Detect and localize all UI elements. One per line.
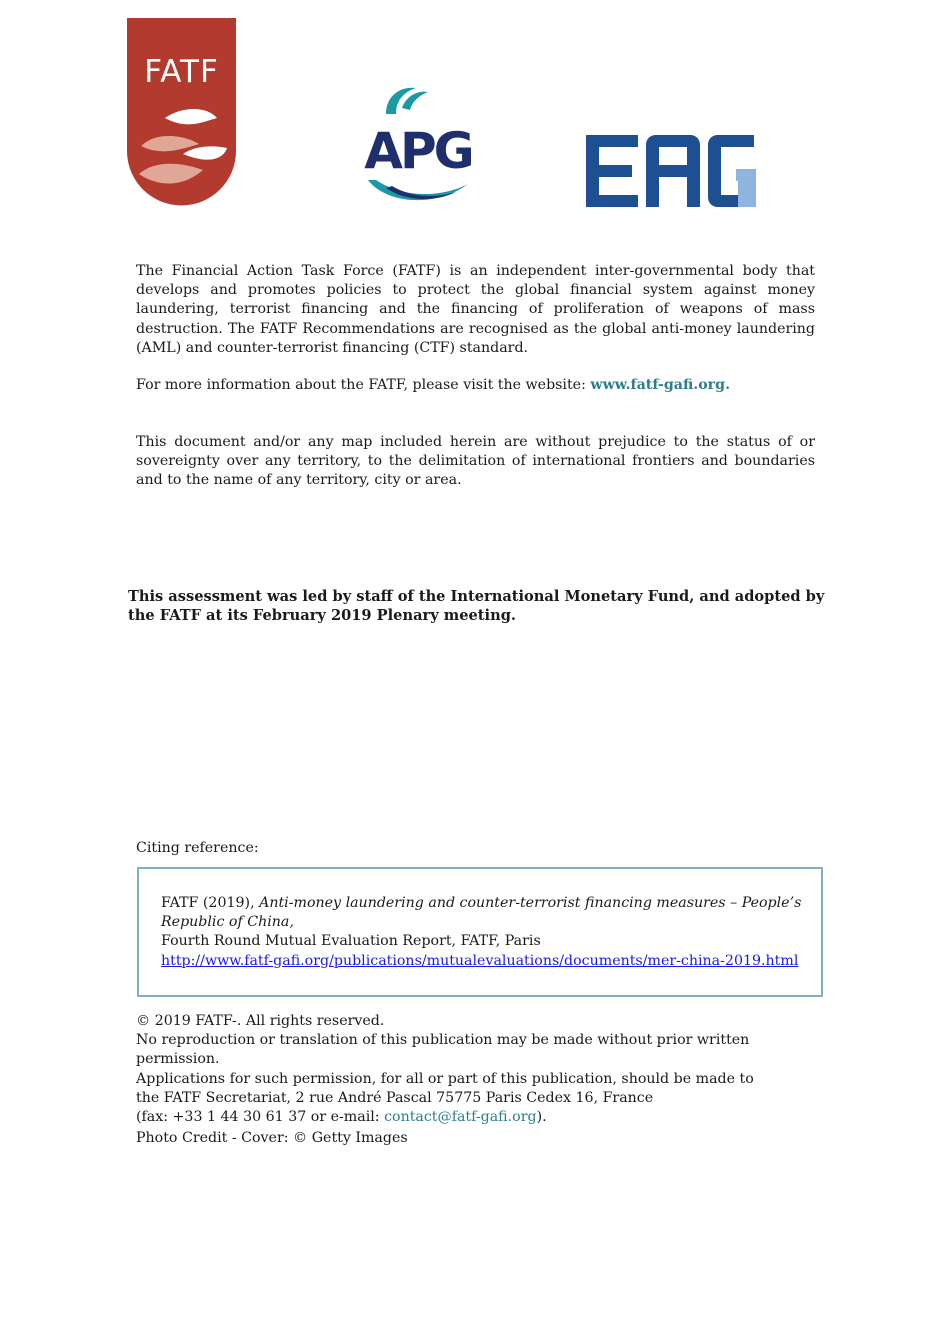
eag-logo	[586, 135, 756, 207]
rights-notice	[136, 1012, 836, 1127]
email-link[interactable]: contact@fatf-gafi.org	[384, 1109, 537, 1126]
website-link[interactable]: www.fatf-gafi.org.	[590, 377, 731, 393]
citation-author: FATF (2019),	[161, 895, 260, 911]
fax-prefix: (fax: +33 1 44 30 61 37 or e-mail:	[136, 1109, 385, 1126]
intro-paragraph: The Financial Action Task Force (FATF) is an independent inter-governmental body that develops and promotes policies to protect the global financial system against money laundering, terrorist financing and the financing of proliferation of weapons of mass destruction. The FATF Recommendations are recognised as the global anti-money laundering (AML) and counter-terrorist financing (CTF) standard.	[136, 263, 815, 356]
apg-logo	[356, 84, 480, 208]
citation-report: Fourth Round Mutual Evaluation Report, FATF, Paris	[161, 933, 541, 950]
fatf-logo-text: FATF	[144, 54, 219, 90]
website-paragraph	[136, 376, 815, 395]
apg-logo-text: APG	[364, 122, 472, 180]
assessment-statement: This assessment was led by staff of the International Monetary Fund, and adopted by the FATF at its February 2019 Plenary meeting.	[128, 588, 825, 625]
citation-url-link[interactable]: http://www.fatf-gafi.org/publications/mutualevaluations/documents/mer-china-2019.html	[161, 952, 799, 969]
fatf-logo	[127, 18, 236, 206]
disclaimer-paragraph: This document and/or any map included herein are without prejudice to the status of or sovereignty over any territory, to the delimitation of international frontiers and boundaries and to the name of any territory, city or area.	[136, 434, 815, 489]
citation-body	[161, 894, 813, 971]
applications-line: Applications for such permission, for all or part of this publication, should be made to	[136, 1070, 754, 1087]
fax-suffix: ).	[536, 1109, 547, 1126]
citation-heading	[161, 894, 813, 932]
citing-reference-label: Citing reference:	[136, 840, 259, 856]
citation-box	[137, 867, 823, 997]
copyright-line: © 2019 FATF-. All rights reserved.	[136, 1013, 385, 1029]
address-line: the FATF Secretariat, 2 rue André Pascal 75775 Paris Cedex 16, France	[136, 1089, 654, 1106]
reproduction-line: No reproduction or translation of this publication may be made without prior written permission.	[136, 1032, 750, 1068]
photo-credit: Photo Credit - Cover: © Getty Images	[136, 1130, 408, 1146]
contact-line	[136, 1108, 836, 1127]
website-prefix: For more information about the FATF, please visit the website:	[136, 377, 591, 393]
citation-title: Anti-money laundering and counter-terrorist financing measures – People’s Republic of China,	[161, 895, 802, 931]
